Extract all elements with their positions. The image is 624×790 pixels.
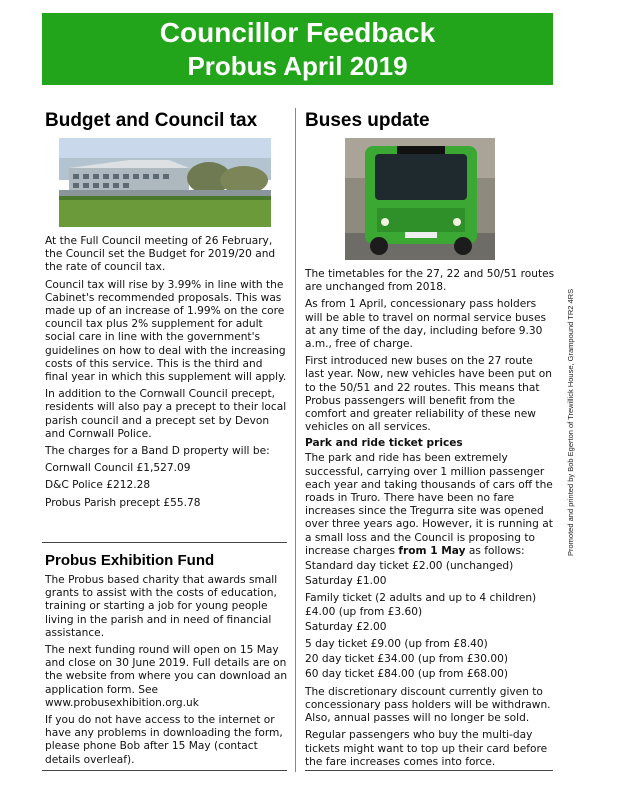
budget-paragraph: In addition to the Cornwall Council precept, residents will also pay a precept to their local parish council and a precept set by Devon and Cornwall Police.	[45, 388, 287, 440]
fare-standard-saturday: Saturday £1.00	[305, 575, 387, 588]
left-column	[45, 108, 288, 510]
buses-paragraph: As from 1 April, concessionary pass holders will be able to travel on normal service buses at any time of the day, including before 9.30 a.m., free of charge.	[305, 298, 546, 351]
banner-title: Councillor Feedback	[159, 17, 436, 48]
buses-paragraph: The timetables for the 27, 22 and 50/51 routes are unchanged from 2018.	[305, 268, 555, 294]
park-ride-intro-tail: as follows:	[465, 544, 525, 557]
discount-paragraph: The discretionary discount currently given to concessionary pass holders will be withdrawn. Also, annual passes will no longer be sold.	[305, 685, 551, 725]
column-divider	[295, 108, 296, 772]
bottom-divider-right	[305, 770, 553, 771]
section-divider	[42, 542, 287, 543]
charge-cornwall: Cornwall Council £1,527.09	[45, 462, 191, 475]
fare-family-saturday: Saturday £2.00	[305, 620, 387, 633]
budget-heading: Budget and Council tax	[45, 110, 258, 131]
budget-paragraph: Council tax will rise by 3.99% in line with the Cabinet's recommended proposals. This was made up of an increase of 1.99% on the core council tax plus 2% supplement for adult social care in line with the government's guidelines on how to deal with the increasing costs of this service. This is the third and final year in which this supplement will apply.	[45, 278, 287, 384]
bus-photo	[345, 138, 495, 260]
buses-paragraph: First introduced new buses on the 27 route last year. Now, new vehicles have been put on to the 50/51 and 22 routes. This means that Probus passengers will benefit from the comfort and greater reliability of these new vehicles on all services.	[305, 355, 552, 434]
banner-subtitle: Probus April 2019	[187, 51, 408, 81]
regular-passengers-paragraph: Regular passengers who buy the multi-day tickets might want to top up their card before the fare increases comes into force.	[305, 729, 548, 768]
exhibition-section	[45, 546, 288, 767]
fare-60-day: 60 day ticket £84.00 (up from £68.00)	[305, 668, 509, 681]
bottom-divider	[42, 770, 287, 771]
right-column	[305, 108, 555, 769]
exhibition-paragraph: The Probus based charity that awards small grants to assist with the costs of education, training or starting a job for young people living in the parish and in need of financial assistance.	[45, 574, 278, 639]
exhibition-heading: Probus Exhibition Fund	[45, 552, 215, 569]
charge-parish: Probus Parish precept £55.78	[45, 496, 201, 509]
budget-paragraph: The charges for a Band D property will be:	[45, 445, 270, 458]
fare-20-day: 20 day ticket £34.00 (up from £30.00)	[305, 653, 509, 666]
fare-family-day: Family ticket (2 adults and up to 4 children) £4.00 (up from £3.60)	[305, 592, 537, 618]
park-ride-date: from 1 May	[398, 544, 466, 557]
park-ride-subheading: Park and ride ticket prices	[305, 437, 463, 450]
park-ride-intro-text: The park and ride has been extremely successful, carrying over 1 million passenger each year and taking thousands of cars off the roads in Truro. There have been no fare increases since the Tregurra site was opened over three years ago. However, it is running at a small loss and the Council is proposing to increase charges	[305, 452, 553, 557]
header-banner	[42, 13, 553, 85]
buses-heading: Buses update	[305, 110, 430, 131]
exhibition-paragraph: The next funding round will open on 15 May and close on 30 June 2019. Full details are on the website from where you can download an application form. See www.probusexhibition.org.uk	[45, 644, 288, 709]
fare-standard-day: Standard day ticket £2.00 (unchanged)	[305, 560, 514, 573]
exhibition-paragraph: If you do not have access to the internet or have any problems in downloading the form, please phone Bob after 15 May (contact details overleaf).	[45, 714, 283, 766]
budget-paragraph: At the Full Council meeting of 26 February, the Council set the Budget for 2019/20 and the rate of council tax.	[45, 235, 276, 274]
imprint-note: Promoted and printed by Bob Egerton of Trewillick House, Grampound TR2 4RS	[566, 288, 575, 556]
park-ride-intro	[305, 452, 555, 558]
charge-police: D&C Police £212.28	[45, 479, 151, 492]
council-building-photo	[59, 138, 271, 227]
fare-5-day: 5 day ticket £9.00 (up from £8.40)	[305, 638, 488, 651]
